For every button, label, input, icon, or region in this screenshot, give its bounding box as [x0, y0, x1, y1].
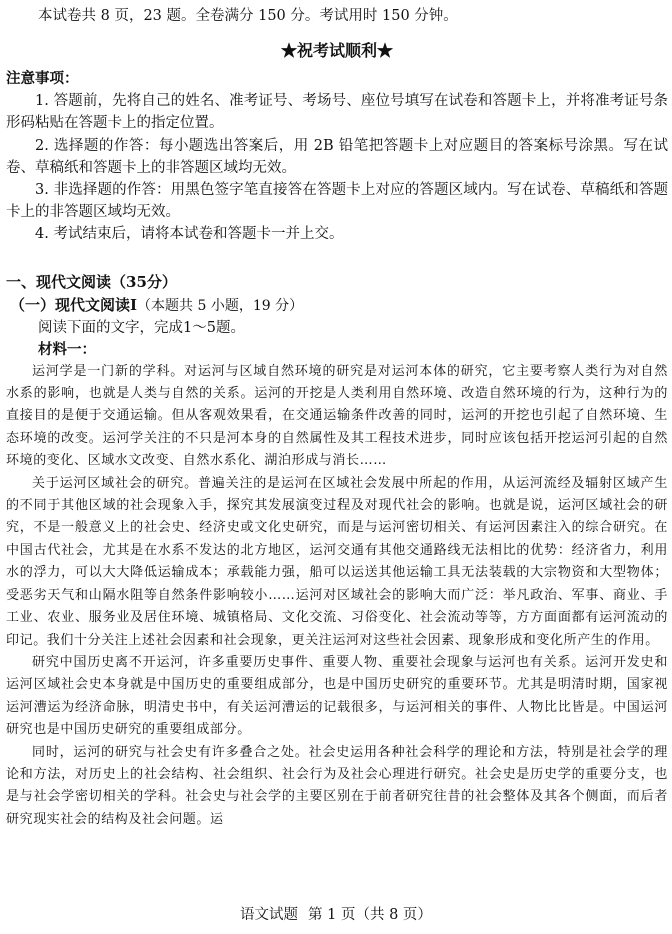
notice-section	[6, 68, 668, 246]
notice-title: 注意事项：	[6, 70, 79, 87]
article-body	[6, 361, 668, 832]
notice-item: 4. 考试结束后，请将本试卷和答题卡一并上交。	[35, 226, 344, 243]
footer-page-number: 第 1 页（共 8 页）	[308, 907, 432, 923]
footer-subject: 语文试题	[240, 907, 299, 923]
material-label: 材料一：	[38, 340, 96, 358]
exam-intro: 本试卷共 8 页，23 题。全卷满分 150 分。考试用时 150 分钟。	[38, 8, 458, 24]
subsection-heading	[6, 294, 668, 317]
page-footer	[0, 904, 672, 926]
blessing-line: ★祝考试顺利★	[280, 41, 393, 60]
subsection-note: （本题共 5 小题，19 分）	[137, 297, 304, 314]
article-paragraph: 研究中国历史离不开运河，许多重要历史事件、重要人物、重要社会现象与运河也有关系。运河开发史和运河区域社会史本身就是中国历史的重要组成部分，也是中国历史研究的重要环节。尤其是明清时期，国家视运河漕运为经济命脉，明清史书中，有关运河漕运的记载很多，与运河相关的事件、人物比比皆是。中国运河研究也是中国历史研究的重要组成部分。	[6, 654, 668, 738]
article-paragraph: 同时，运河的研究与社会史有许多叠合之处。社会史运用各种社会科学的理论和方法，特别是社会学的理论和方法，对历史上的社会结构、社会组织、社会行为及社会心理进行研究。社会史是历史学的重要分支，也是与社会学密切相关的学科。社会史与社会学的主要区别在于前者研究往昔的社会整体及其各个侧面，而后者研究现实社会的结构及社会问题。运	[6, 744, 668, 827]
article-paragraph: 关于运河区域社会的研究。普遍关注的是运河在区域社会发展中所起的作用，从运河流经及辐射区域产生的不同于其他区域的社会现象入手，探究其发展演变过程及对现代社会的影响。也就是说，运河区域社会的研究，不是一般意义上的社会史、经济史或文化史研究，而是与运河密切相关、有运河因素注入的综合研究。在中国古代社会，尤其是在水系不发达的北方地区，运河交通有其他交通路线无法相比的优势：经济省力，利用水的浮力，可以大大降低运输成本；承载能力强，船可以运送其他运输工具无法装载的大宗物资和大型物体；受恶劣天气和山隔水阻等自然条件影响较小……运河对区域社会的影响大而广泛：举凡政治、军事、商业、手工业、农业、服务业及居住环境、城镇格局、文化交流、习俗变化、社会流动等等，方方面面都有运河流动的印记。我们十分关注上述社会因素和社会现象，更关注运河对这些社会因素、现象形成和变化所产生的作用。	[6, 475, 668, 648]
article-paragraph: 运河学是一门新的学科。对运河与区域自然环境的研究是对运河本体的研究，它主要考察人类行为对自然水系的影响，也就是人类与自然的关系。运河的开挖是人类利用自然环境、改造自然环境的行为，这种行为的直接目的是便于交通运输。但从客观效果看，在交通运输条件改善的同时，运河的开挖也引起了自然环境、生态环境的改变。运河学关注的不只是河本身的自然属性及其工程技术进步，同时应该包括开挖运河引起的自然环境的变化、区域水文改变、自然水系化、湖泊形成与消长……	[6, 363, 668, 469]
reading-instruction: 阅读下面的文字，完成1～5题。	[38, 319, 245, 336]
section-title: 一、现代文阅读（35分）	[6, 272, 177, 291]
notice-item: 3. 非选择题的作答：用黑色签字笔直接答在答题卡上对应的答题区域内。写在试卷、草稿纸和答题卡上的非答题区域均无效。	[6, 182, 668, 221]
subsection-title: （一）现代文阅读Ⅰ	[10, 295, 138, 314]
notice-item: 1. 答题前，先将自己的姓名、准考证号、考场号、座位号填写在试卷和答题卡上，并将准考证号条形码粘贴在答题卡上的指定位置。	[6, 93, 668, 132]
notice-item: 2. 选择题的作答：每小题选出答案后，用 2B 铅笔把答题卡上对应题目的答案标号涂黑。写在试卷、草稿纸和答题卡上的非答题区域均无效。	[6, 137, 668, 176]
